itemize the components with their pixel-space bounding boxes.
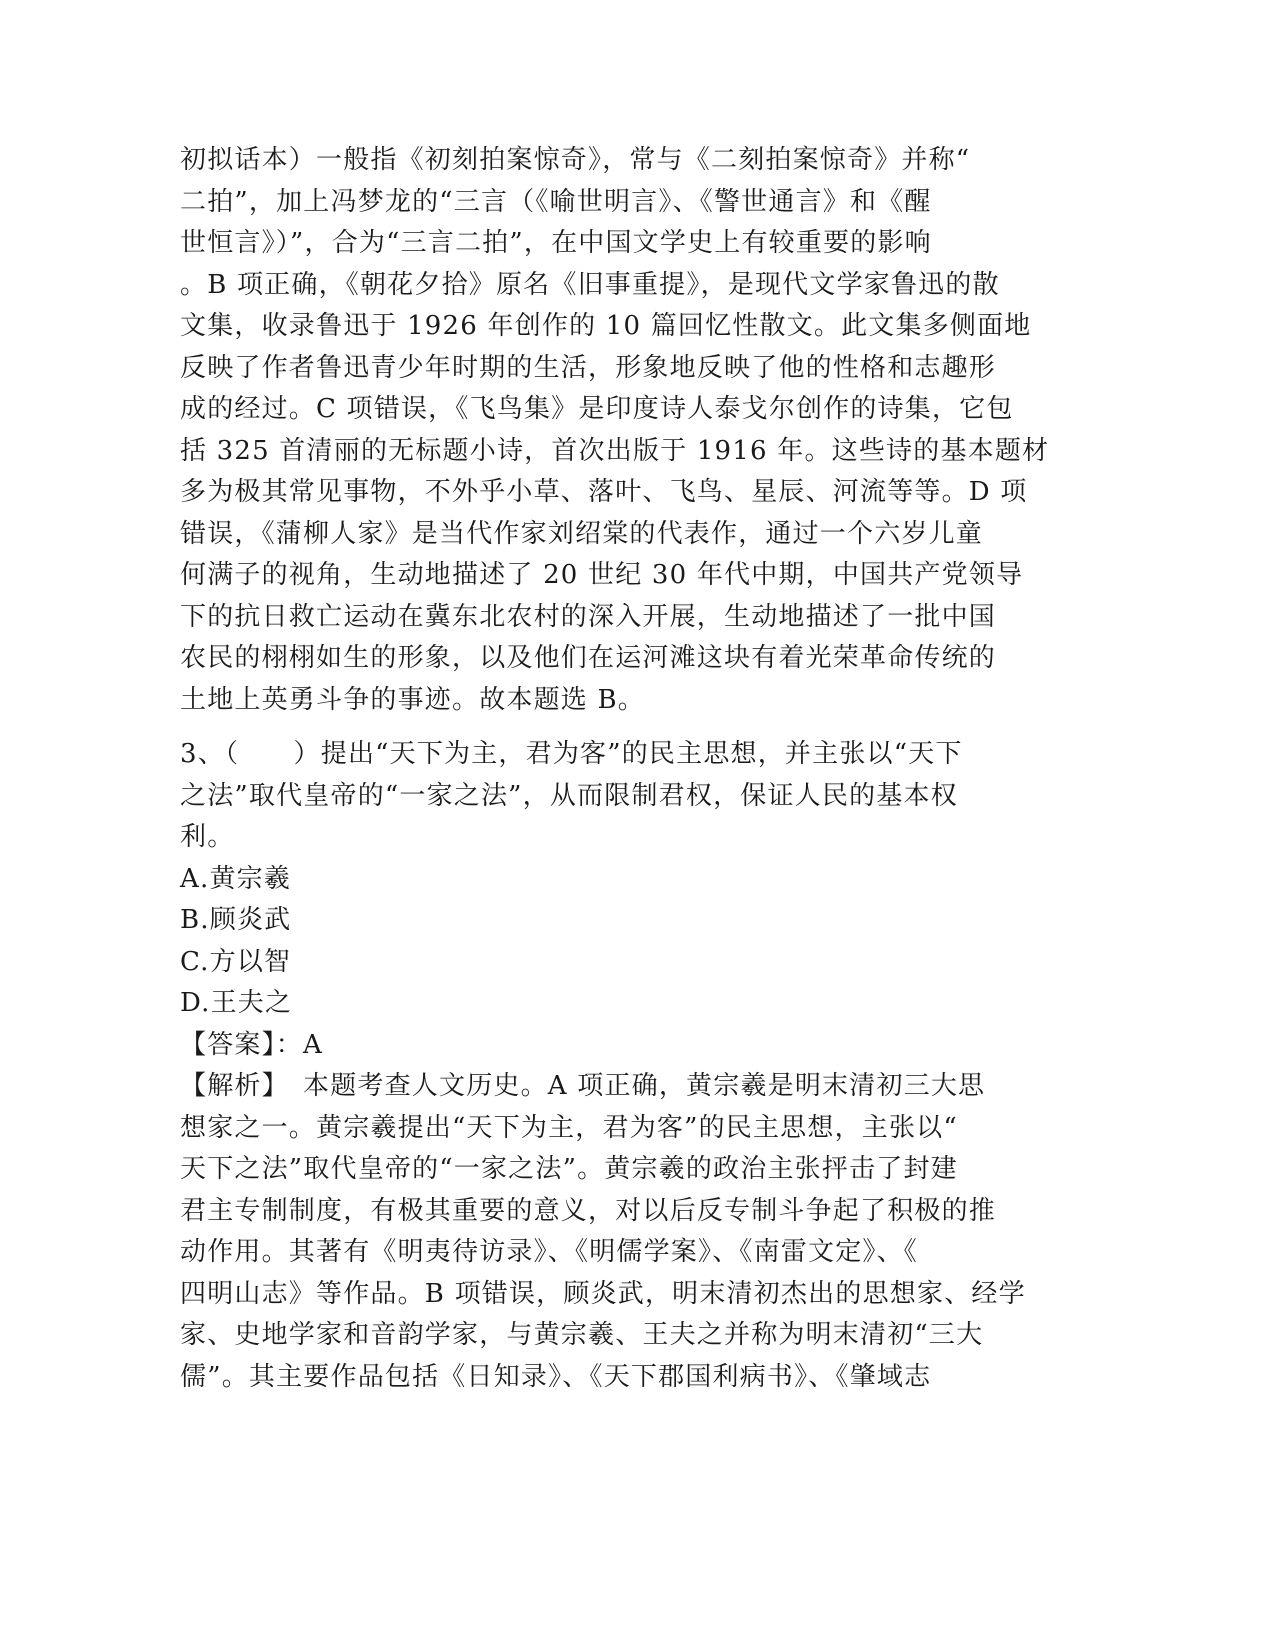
explanation-line: 家、史地学家和音韵学家，与黄宗羲、王夫之并称为明末清初“三大 (180, 1320, 984, 1350)
text-line: 土地上英勇斗争的事迹。故本题选 B。 (180, 684, 645, 715)
text-line: 世恒言》）”，合为“三言二拍”，在中国文学史上有较重要的影响 (180, 228, 932, 258)
option-c: C.方以智 (180, 946, 292, 977)
option-a: A.黄宗羲 (180, 863, 292, 894)
question-text-line: 3、（ ）提出“天下为主，君为客”的民主思想，并主张以“天下 (180, 739, 963, 769)
paragraph-gap (180, 721, 1040, 734)
text-line: 初拟话本）一般指《初刻拍案惊奇》，常与《二刻拍案惊奇》并称“ (180, 145, 971, 175)
text-line: 括 325 首清丽的无标题小诗，首次出版于 1916 年。这些诗的基本题材 (180, 435, 1050, 466)
text-line: 下的抗日救亡运动在冀东北农村的深入开展，生动地描述了一批中国 (180, 601, 997, 632)
explanation-line: 动作用。其著有《明夷待访录》、《明儒学案》、《南雷文定》、《 (180, 1237, 919, 1267)
explanation-line: 四明山志》等作品。B 项错误，顾炎武，明末清初杰出的思想家、经学 (180, 1278, 1026, 1309)
text-line: 多为极其常见事物，不外乎小草、落叶、飞鸟、星辰、河流等等。D 项 (180, 477, 1028, 507)
text-line: 何满子的视角，生动地描述了 20 世纪 30 年代中期，中国共产党领导 (180, 560, 1024, 590)
question-text-line: 之法”取代皇帝的“一家之法”，从而限制君权，保证人民的基本权 (180, 780, 958, 811)
text-line: 错误，《蒲柳人家》是当代作家刘绍棠的代表作，通过一个六岁儿童 (180, 518, 984, 549)
option-d: D.王夫之 (180, 988, 293, 1018)
text-line: 成的经过。C 项错误，《飞鸟集》是印度诗人泰戈尔创作的诗集，它包 (180, 394, 1014, 424)
text-line: 文集，收录鲁迅于 1926 年创作的 10 篇回忆性散文。此文集多侧面地 (180, 311, 1032, 341)
explanation-line: 君主专制制度，有极其重要的意义，对以后反专制斗争起了积极的推 (180, 1195, 997, 1226)
explanation-line: 儒”。其主要作品包括《日知录》、《天下郡国利病书》、《肇域志 (180, 1361, 932, 1392)
option-b: B.顾炎武 (180, 905, 292, 935)
previous-explanation (180, 140, 1050, 721)
text-line: 反映了作者鲁迅青少年时期的生活，形象地反映了他的性格和志趣形 (180, 352, 997, 383)
explanation-line: 想家之一。黄宗羲提出“天下为主，君为客”的民主思想，主张以“ (180, 1112, 958, 1143)
explanation-line: 【解析】 本题考查人文历史。A 项正确，黄宗羲是明末清初三大思 (180, 1071, 986, 1101)
text-line: 二拍”，加上冯梦龙的“三言（《喻世明言》、《警世通言》和《醒 (180, 186, 932, 217)
document-page (180, 140, 1050, 1398)
answer: 【答案】：A (180, 1029, 323, 1060)
explanation-line: 天下之法”取代皇帝的“一家之法”。黄宗羲的政治主张抨击了封建 (180, 1154, 958, 1184)
question-text-line: 利。 (180, 822, 235, 852)
question-3 (180, 734, 1040, 1066)
text-line: 。B 项正确，《朝花夕拾》原名《旧事重提》，是现代文学家鲁迅的散 (180, 269, 1000, 300)
text-line: 农民的栩栩如生的形象，以及他们在运河滩这块有着光荣革命传统的 (180, 643, 997, 673)
explanation (180, 1066, 1040, 1398)
